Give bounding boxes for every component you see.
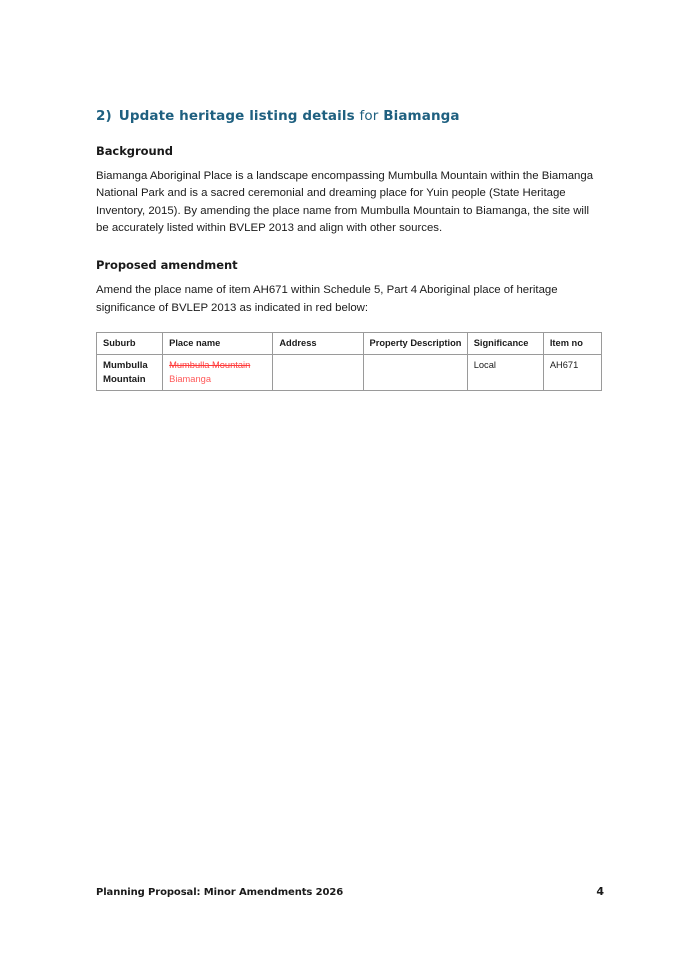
- place-name-new: Biamanga: [169, 373, 211, 384]
- cell-address: [273, 355, 363, 391]
- proposed-amendment-paragraph: Amend the place name of item AH671 within Schedule 5, Part 4 Aboriginal place of heritage significance of BVLEP 2013 as indicated in red below:: [96, 284, 558, 314]
- spacer: [96, 237, 604, 258]
- column-header-address: Address: [273, 332, 363, 355]
- heading-subject: Biamanga: [383, 108, 460, 124]
- place-name-old-strikethrough: Mumbulla Mountain: [169, 360, 251, 371]
- cell-place-name: [163, 355, 273, 391]
- background-paragraph: Biamanga Aboriginal Place is a landscape encompassing Mumbulla Mountain within the Biamanga National Park and is a sacred ceremonial and dreaming place for Yuin people (State Heritage Inventory, 2015). By amending the place name from Mumbulla Mountain to Biamanga, the site will be accurately listed within BVLEP 2013 and align with other sources.: [96, 170, 594, 234]
- column-header-property-description: Property Description: [363, 332, 467, 355]
- column-header-item-no: Item no: [543, 332, 601, 355]
- document-content: [96, 108, 604, 391]
- footer-page-number: 4: [596, 885, 604, 898]
- page-footer: [96, 885, 604, 898]
- page-title: [96, 108, 604, 125]
- cell-property-description: [363, 355, 467, 391]
- background-heading: Background: [96, 143, 173, 158]
- heading-number: 2): [96, 108, 112, 124]
- spacer-before-table: [96, 317, 604, 332]
- column-header-place-name: Place name: [163, 332, 273, 355]
- heading-bold-part: Update heritage listing details: [118, 108, 355, 124]
- proposed-amendment-heading: Proposed amendment: [96, 258, 238, 273]
- heading-light-part: for: [359, 108, 379, 124]
- footer-title: Planning Proposal: Minor Amendments 2026: [96, 887, 344, 898]
- cell-significance: Local: [467, 355, 543, 391]
- column-header-suburb: Suburb: [97, 332, 163, 355]
- cell-item-no: AH671: [543, 355, 601, 391]
- table-header-row: [97, 332, 602, 355]
- heritage-listing-table: [96, 332, 602, 392]
- table-row: [97, 355, 602, 391]
- cell-suburb: Mumbulla Mountain: [97, 355, 163, 391]
- column-header-significance: Significance: [467, 332, 543, 355]
